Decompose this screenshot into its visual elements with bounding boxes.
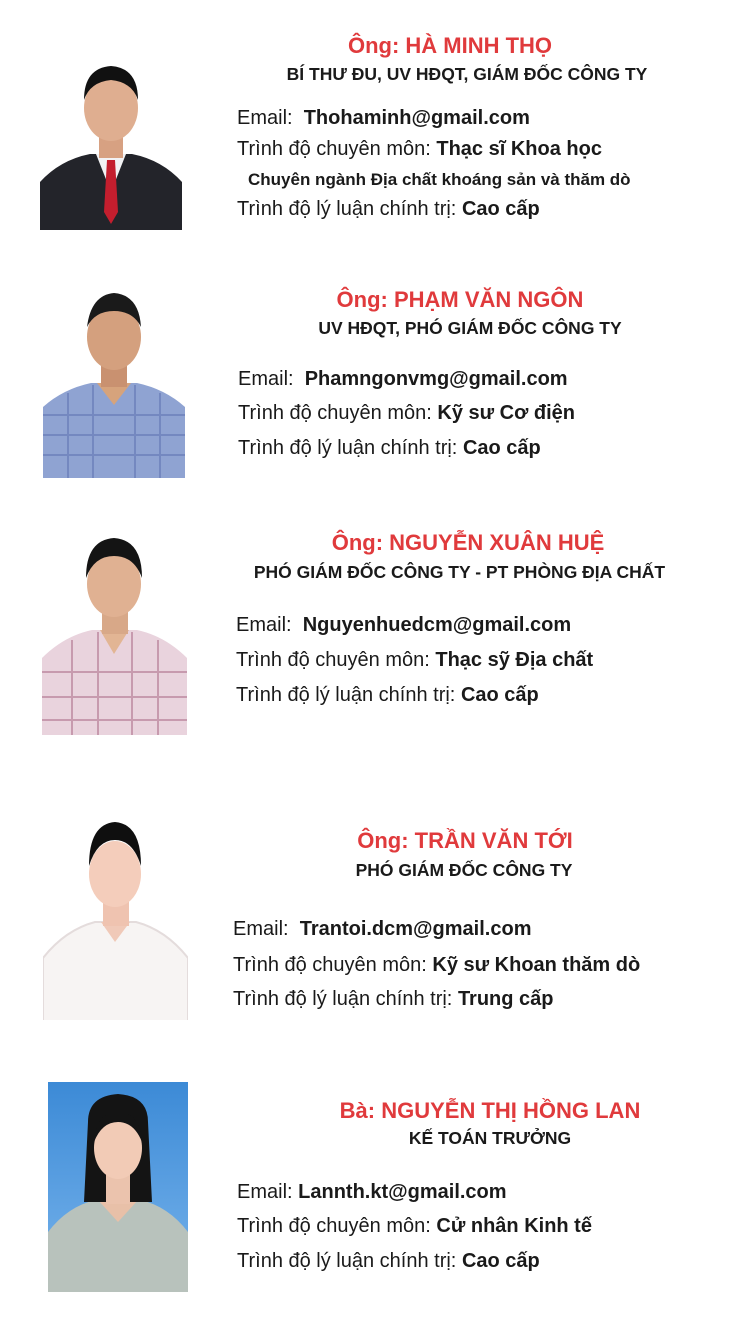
politics-label: Trình độ lý luận chính trị: [233, 988, 453, 1010]
degree-label: Trình độ chuyên môn: [237, 138, 431, 160]
degree-value: Thạc sỹ Địa chất [435, 649, 594, 671]
politics-line-4 [233, 988, 554, 1011]
politics-value: Cao cấp [460, 684, 539, 706]
degree-label: Trình độ chuyên môn: [236, 649, 430, 671]
politics-label: Trình độ lý luận chính trị: [237, 1250, 457, 1272]
politics-label: Trình độ lý luận chính trị: [238, 437, 458, 459]
degree-value: Cử nhân Kinh tế [436, 1215, 592, 1237]
email-label: Email: [236, 614, 292, 636]
person-title-3: PHÓ GIÁM ĐỐC CÔNG TY - PT PHÒNG ĐỊA CHẤT [253, 562, 666, 582]
email-label: Email: [237, 1181, 293, 1203]
degree-value: Thạc sĩ Khoa học [436, 138, 602, 160]
degree-line-2 [238, 402, 575, 425]
degree-value: Kỹ sư Khoan thăm dò [432, 954, 641, 976]
politics-line-5 [237, 1250, 540, 1273]
degree-line-4 [233, 954, 640, 977]
portrait-photo-3 [42, 532, 187, 735]
politics-value: Cao cấp [461, 1250, 540, 1272]
portrait-photo-4 [43, 818, 188, 1020]
politics-line-3 [236, 684, 539, 707]
degree-line-5 [237, 1215, 592, 1238]
email-line-2 [238, 368, 568, 391]
degree-label: Trình độ chuyên môn: [233, 954, 427, 976]
person-name-2: Ông: PHẠM VĂN NGÔN [336, 287, 584, 312]
degree-value: Kỹ sư Cơ điện [437, 402, 575, 424]
politics-line-2 [238, 437, 541, 460]
degree-label: Trình độ chuyên môn: [237, 1215, 431, 1237]
person-name-3: Ông: NGUYỄN XUÂN HUỆ [331, 530, 605, 555]
degree-line-3 [236, 649, 593, 672]
portrait-photo-2 [43, 285, 185, 478]
email-line-3 [236, 614, 571, 637]
degree-label: Trình độ chuyên môn: [238, 402, 432, 424]
email-line-4 [233, 918, 531, 941]
politics-value: Cao cấp [461, 198, 540, 220]
degree-line-1 [237, 138, 602, 161]
specialty-line-1: Chuyên ngành Địa chất khoáng sản và thăm dò [248, 170, 631, 189]
person-name-1: Ông: HÀ MINH THỌ [347, 33, 553, 58]
person-title-2: UV HĐQT, PHÓ GIÁM ĐỐC CÔNG TY [318, 318, 622, 338]
email-line-5 [237, 1181, 507, 1204]
email-value: Nguyenhuedcm@gmail.com [302, 614, 572, 636]
email-line-1 [237, 107, 530, 130]
email-value: Phamngonvmg@gmail.com [304, 368, 568, 390]
person-title-4: PHÓ GIÁM ĐỐC CÔNG TY [355, 860, 573, 880]
politics-value: Trung cấp [457, 988, 554, 1010]
person-name-4: Ông: TRẦN VĂN TỚI [357, 828, 573, 853]
politics-line-1 [237, 198, 540, 221]
person-name-5: Bà: NGUYỄN THỊ HỒNG LAN [339, 1098, 641, 1123]
email-value: Thohaminh@gmail.com [303, 107, 530, 129]
email-value: Trantoi.dcm@gmail.com [299, 918, 532, 940]
email-label: Email: [233, 918, 289, 940]
email-label: Email: [237, 107, 293, 129]
person-title-5: KẾ TOÁN TRƯỞNG [408, 1128, 572, 1148]
politics-label: Trình độ lý luận chính trị: [236, 684, 456, 706]
email-label: Email: [238, 368, 294, 390]
person-title-1: BÍ THƯ ĐU, UV HĐQT, GIÁM ĐỐC CÔNG TY [286, 64, 648, 84]
portrait-photo-5 [48, 1082, 188, 1292]
politics-value: Cao cấp [462, 437, 541, 459]
email-value: Lannth.kt@gmail.com [298, 1181, 507, 1203]
portrait-photo-1 [40, 42, 182, 230]
politics-label: Trình độ lý luận chính trị: [237, 198, 457, 220]
